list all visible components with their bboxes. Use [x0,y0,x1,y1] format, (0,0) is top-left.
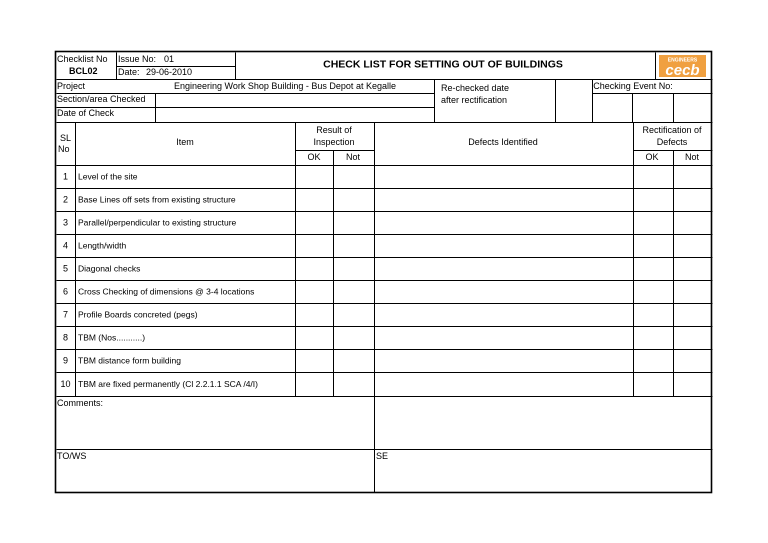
row-number: 1 [62,171,69,182]
sl-header-1: SL [60,133,72,143]
ok-header: OK [307,152,321,162]
row-number: 9 [62,355,69,366]
row-number: 7 [62,309,69,320]
issue-value: 01 [164,54,175,64]
issue-label: Issue No: [118,54,157,64]
rectification-header-2: Defects [656,137,688,147]
row-number: 8 [62,332,69,343]
rect-not-header: Not [684,152,700,162]
cecb-logo [659,55,706,79]
row-number: 10 [60,379,71,389]
date-of-check-label: Date of Check [57,108,115,118]
row-item: Base Lines off sets from existing structure [78,194,236,205]
row-item: TBM (Nos...........) [78,332,146,343]
result-header-2: Inspection [313,137,355,147]
row-number: 6 [62,286,69,297]
result-header-1: Result of [316,125,352,135]
not-header: Not [345,152,361,162]
checklist-code: BCL02 [69,66,98,76]
row-number: 5 [62,263,69,274]
logo-top-text: ENGINEERS [667,57,698,64]
row-number: 4 [62,240,69,251]
row-number: 3 [62,217,69,228]
project-value: Engineering Work Shop Building - Bus Depot at Kegalle [174,81,396,91]
row-item: TBM are fixed permanently (Cl 2.2.1.1 SCA /4/I) [78,379,258,389]
rechecked-date-label-2: after rectification [441,95,508,105]
sl-header-2: No [58,144,70,154]
defects-header: Defects Identified [468,137,538,147]
to-ws-label: TO/WS [57,451,87,461]
row-item: Length/width [78,240,127,251]
date-label: Date: [118,67,140,77]
section-label: Section/area Checked [57,94,146,104]
row-item: Diagonal checks [78,263,141,274]
rectification-header-1: Rectification of [642,125,702,135]
table-grid [57,53,713,493]
rechecked-date-label-1: Re-checked date [441,83,510,93]
date-value: 29-06-2010 [146,67,193,77]
checklist-no-label: Checklist No [57,54,108,64]
se-label: SE [376,451,389,461]
row-number: 2 [62,194,69,205]
comments-label: Comments: [57,398,104,408]
item-header: Item [176,137,194,147]
row-item: Profile Boards concreted (pegs) [78,309,198,320]
row-item: Level of the site [78,171,138,182]
rect-ok-header: OK [645,152,659,162]
page-title: CHECK LIST FOR SETTING OUT OF BUILDINGS [323,58,563,71]
table-border [56,52,712,493]
row-item: TBM distance form building [78,355,181,366]
row-item: Cross Checking of dimensions @ 3-4 locations [78,286,255,297]
row-item: Parallel/perpendicular to existing structure [78,217,237,228]
project-label: Project [57,81,86,91]
checking-event-label: Checking Event No: [593,81,673,91]
logo-main-text: cecb [665,62,700,79]
